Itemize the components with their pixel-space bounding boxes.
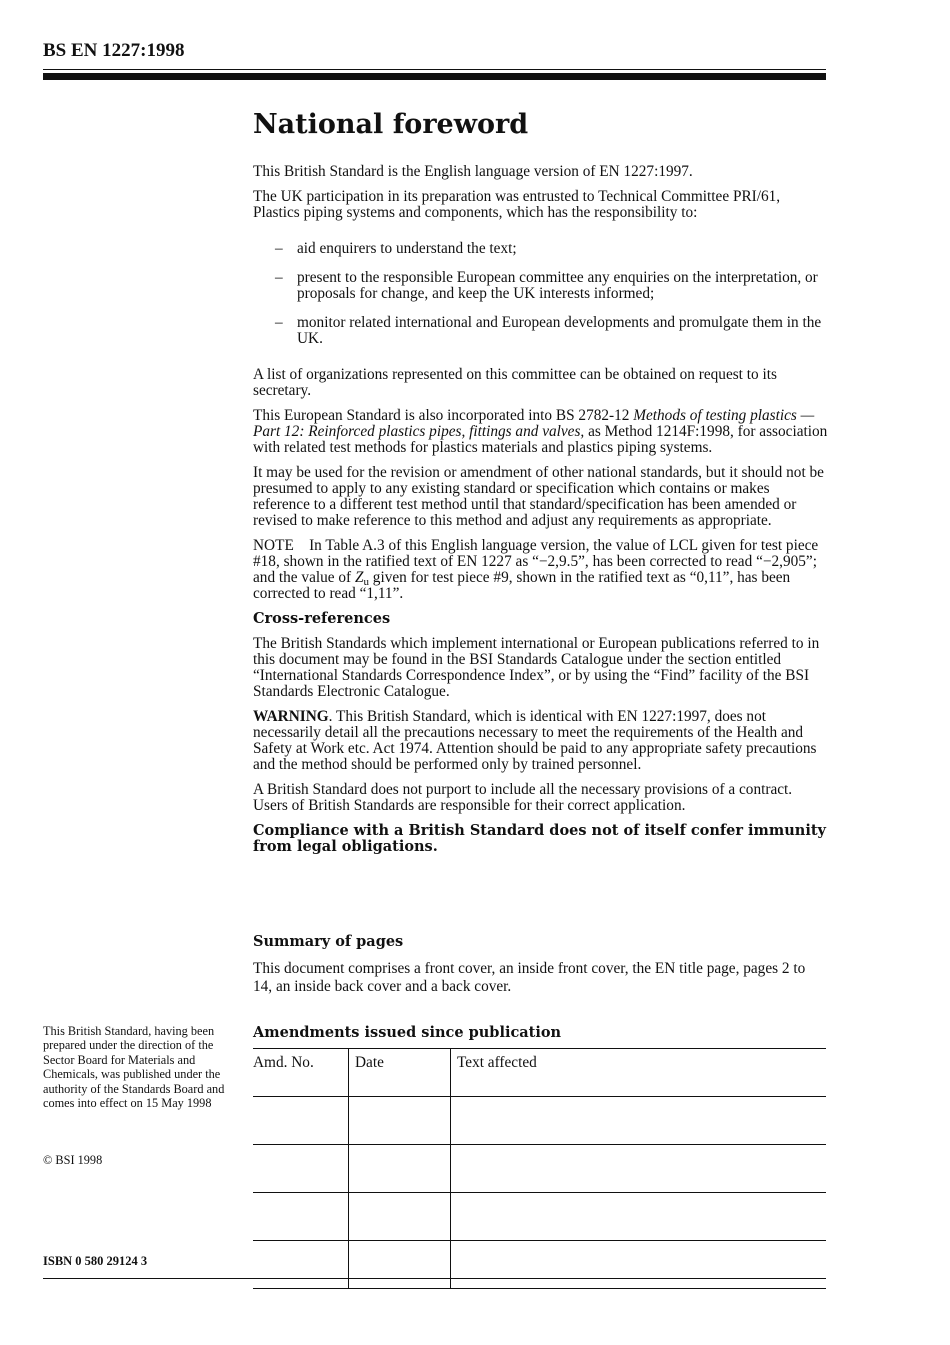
dash-marker: –: [275, 269, 283, 286]
amendments-table: [253, 1048, 826, 1289]
dash-marker: –: [275, 240, 283, 257]
cross-references-heading: Cross-references: [253, 610, 391, 627]
isbn: ISBN 0 580 29124 3: [43, 1254, 148, 1268]
compliance-statement: Compliance with a British Standard does not of itself confer immunity from legal obligations.: [253, 822, 826, 855]
main-content: [253, 108, 828, 855]
organizations-paragraph: A list of organizations represented on this committee can be obtained on request to its secretary.: [253, 366, 777, 399]
note-paragraph: NOTE In Table A.3 of this English language version, the value of LCL given for test piece #18, shown in the ratified text of EN 1227 as “−2,9.5”, has been corrected to read “−2,905”; and the value of $Z_u$ given for test piece #9, shown in the ratified text as “0,11”, has been corrected to read “1,11”.: [253, 537, 819, 602]
provisions-paragraph: A British Standard does not purport to include all the necessary provisions of a contract. Users of British Standards are responsible for their correct application.: [253, 781, 793, 814]
publication-note: This British Standard, having been prepared under the direction of the Sector Board for Materials and Chemicals, was published under the authority of the Standards Board and comes into effect on 15 May 1998: [43, 1024, 225, 1111]
responsibility-list: [253, 241, 828, 347]
column-date: Date: [349, 1049, 451, 1097]
table-row: [253, 1097, 826, 1145]
committee-paragraph: The UK participation in its preparation was entrusted to Technical Committee PRI/61, Plastics piping systems and components, which has the responsibility to:: [253, 188, 781, 221]
footer-rule: [43, 1278, 826, 1279]
intro-paragraph: This British Standard is the English language version of EN 1227:1997.: [253, 163, 693, 180]
table-header-row: [253, 1049, 826, 1097]
warning-label: WARNING: [253, 708, 329, 725]
amendments-heading: Amendments issued since publication: [253, 1024, 562, 1041]
table-row: [253, 1145, 826, 1193]
column-text-affected: Text affected: [451, 1049, 827, 1097]
cross-references-paragraph: The British Standards which implement international or European publications referred to in this document may be found in the BSI Standards Catalogue under the section entitled “International Standards Correspondence Index”, or by using the “Find” facility of the BSI Standards Electronic Catalogue.: [253, 635, 820, 700]
list-item: – monitor related international and European developments and promulgate them in the UK.: [275, 314, 822, 347]
column-amd-no: Amd. No.: [253, 1049, 349, 1097]
page-title: National foreword: [253, 109, 529, 140]
revision-paragraph: It may be used for the revision or amendment of other national standards, but it should not be presumed to apply to any existing standard or specification which contains or makes reference to a different test method until that standard/specification has been amended or revised to make reference to this method and adjust any requirements as appropriate.: [253, 464, 824, 529]
summary-heading: Summary of pages: [253, 933, 404, 950]
document-code: BS EN 1227:1998: [43, 40, 185, 61]
referenced-title: Methods of testing plastics — Part 12: Reinforced plastics pipes, fittings and valves,: [253, 407, 815, 440]
warning-paragraph: WARNING. This British Standard, which is identical with EN 1227:1997, does not necessarily detail all the precautions necessary to meet the requirements of the Health and Safety at Work etc. Act 1974. Attention should be paid to any appropriate safety precautions and the method should be performed only by trained personnel.: [253, 708, 817, 773]
header-rule-thick: [43, 73, 826, 80]
table-row: [253, 1193, 826, 1241]
dash-marker: –: [275, 314, 283, 331]
copyright: © BSI 1998: [43, 1153, 103, 1167]
summary-text: This document comprises a front cover, an inside front cover, the EN title page, pages 2 to 14, an inside back cover and a back cover.: [253, 960, 806, 995]
header-rule-thin: [43, 69, 826, 70]
incorporation-paragraph: This European Standard is also incorporated into BS 2782-12 Methods of testing plastics — Part 12: Reinforced plastics pipes, fittings and valves, as Method 1214F:1998, for association with related test methods for plastics materials and plastics piping systems.: [253, 407, 828, 456]
list-item: – aid enquirers to understand the text;: [275, 240, 517, 257]
table-row: [253, 1241, 826, 1289]
list-item: – present to the responsible European committee any enquiries on the interpretation, or proposals for change, and keep the UK interests informed;: [275, 269, 818, 302]
